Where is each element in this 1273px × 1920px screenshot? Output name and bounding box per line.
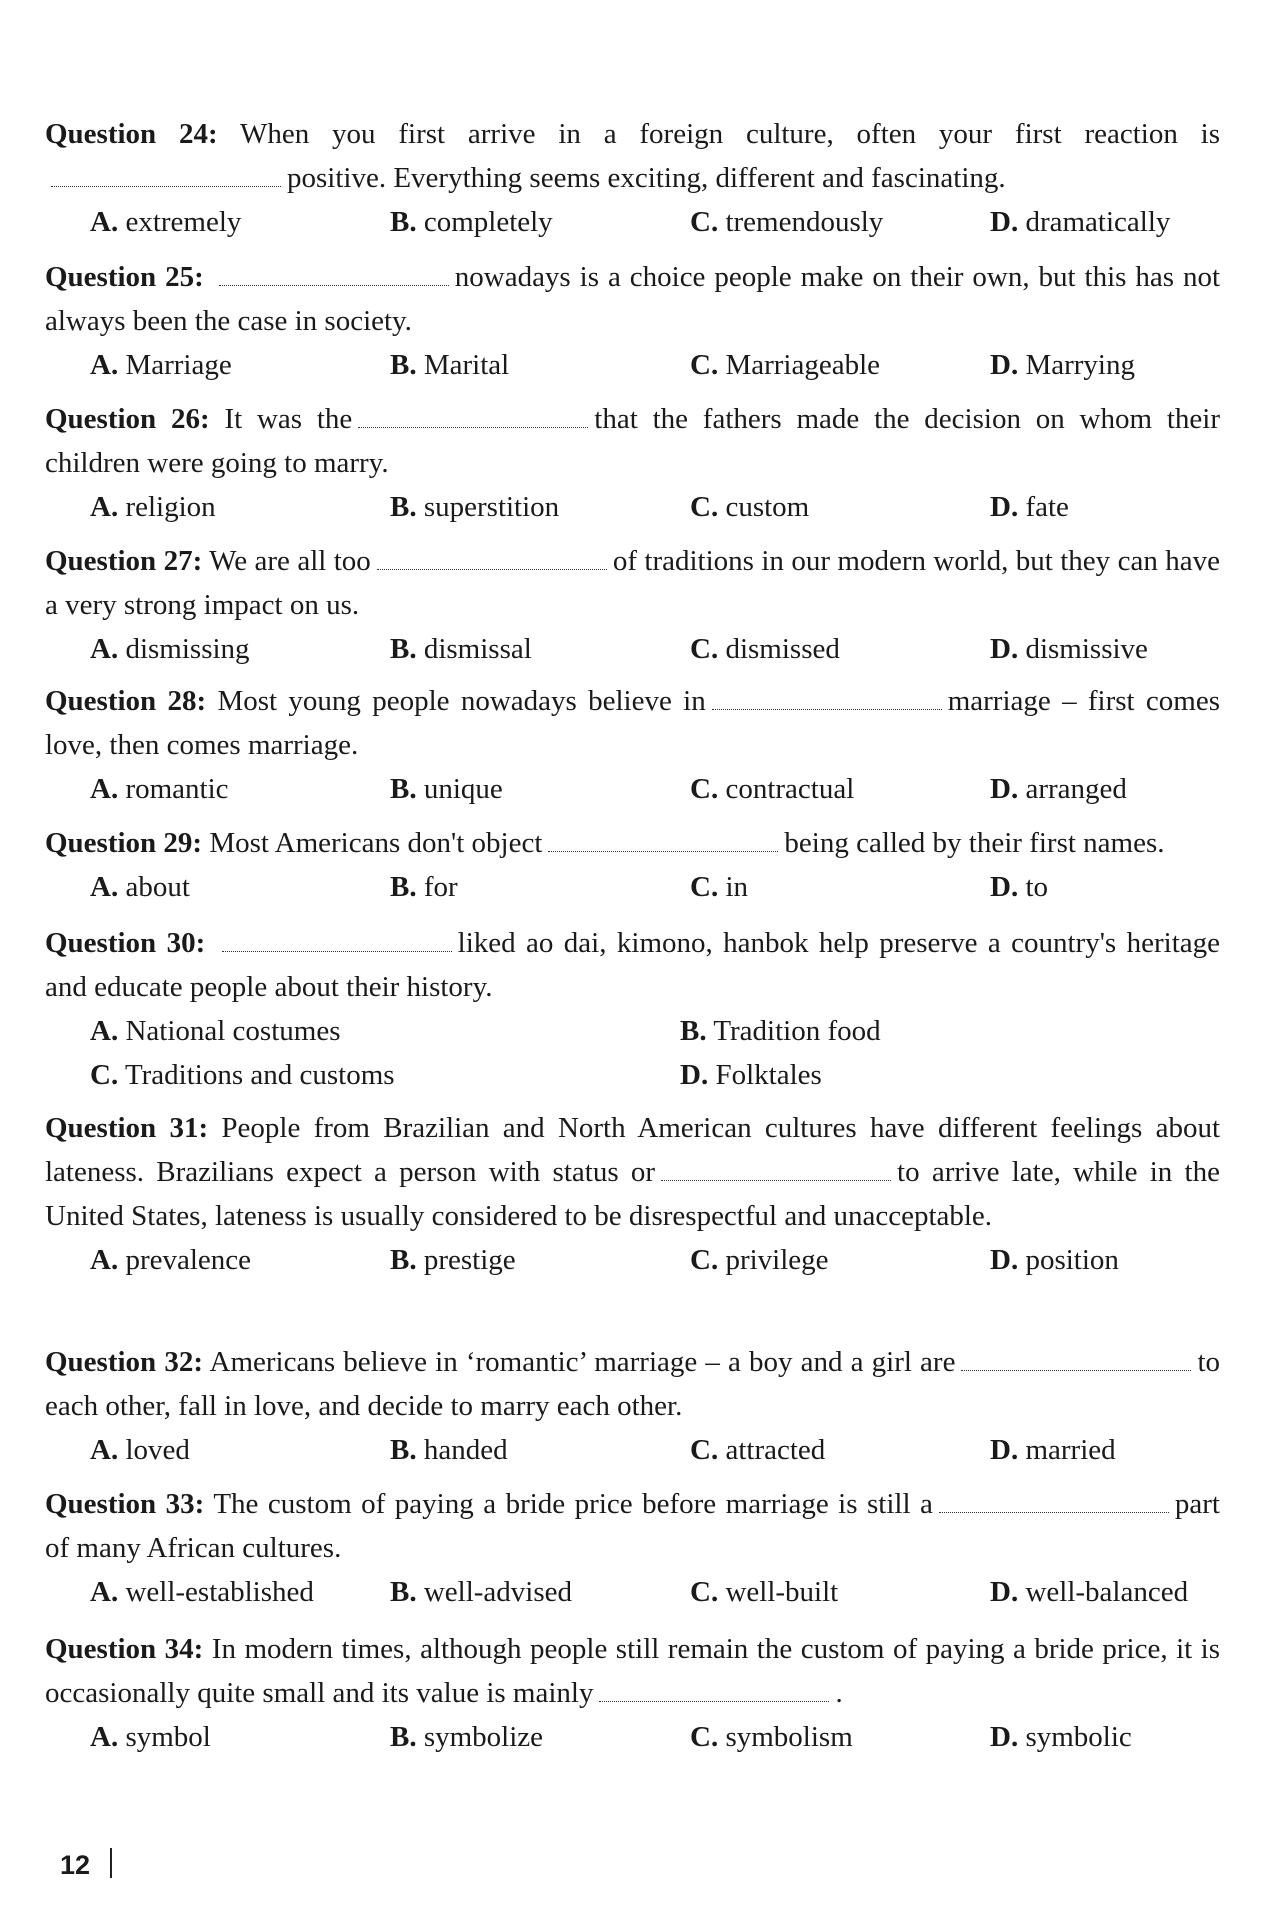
option-text: symbolism	[725, 1721, 853, 1753]
option-letter: A.	[90, 1015, 119, 1047]
question-stem	[45, 1627, 1220, 1715]
option-text: Folktales	[715, 1059, 822, 1091]
option-letter: A.	[90, 1576, 119, 1608]
option-letter: C.	[690, 1576, 719, 1608]
option-text: about	[125, 871, 190, 903]
question-29	[45, 821, 1220, 909]
option-letter: D.	[990, 1576, 1019, 1608]
question-text-after: .	[835, 1677, 843, 1709]
option-text: symbolic	[1025, 1721, 1132, 1753]
option-a[interactable]	[90, 1715, 390, 1759]
question-number: Question 28:	[45, 685, 207, 717]
option-text: married	[1025, 1434, 1116, 1466]
option-d[interactable]	[990, 343, 1265, 387]
option-text: dramatically	[1025, 206, 1171, 238]
option-letter: D.	[990, 871, 1019, 903]
question-stem	[45, 679, 1220, 767]
option-text: dismissing	[125, 633, 250, 665]
option-c[interactable]	[690, 767, 990, 811]
option-letter: B.	[390, 871, 417, 903]
option-d[interactable]	[990, 1238, 1265, 1282]
option-text: National costumes	[125, 1015, 341, 1047]
option-a[interactable]	[90, 627, 390, 671]
answer-blank[interactable]	[222, 950, 452, 952]
option-text: symbolize	[423, 1721, 544, 1753]
question-number: Question 30:	[45, 927, 206, 959]
question-text-after: that the fathers made the decision on whom their children were going to marry.	[45, 403, 1220, 479]
page-number: 12	[60, 1850, 91, 1880]
question-stem	[45, 539, 1220, 627]
question-26	[45, 397, 1220, 529]
question-number: Question 27:	[45, 545, 203, 577]
answer-options	[45, 343, 1220, 387]
answer-blank[interactable]	[51, 185, 281, 187]
option-letter: C.	[690, 871, 719, 903]
option-text: dismissed	[725, 633, 840, 665]
answer-blank[interactable]	[961, 1369, 1191, 1371]
option-letter: D.	[990, 1721, 1019, 1753]
option-letter: D.	[990, 349, 1019, 381]
option-text: Marriageable	[725, 349, 881, 381]
option-text: for	[423, 871, 458, 903]
question-text-before: It was the	[224, 403, 353, 435]
option-letter: C.	[690, 1244, 719, 1276]
question-text-before: The custom of paying a bride price before marriage is still a	[213, 1488, 933, 1520]
option-text: extremely	[125, 206, 242, 238]
question-stem	[45, 1340, 1220, 1428]
option-letter: C.	[690, 773, 719, 805]
question-stem	[45, 255, 1220, 343]
option-text: superstition	[423, 491, 560, 523]
option-text: tremendously	[725, 206, 884, 238]
option-text: dismissive	[1025, 633, 1148, 665]
option-letter: D.	[990, 633, 1019, 665]
answer-blank[interactable]	[939, 1511, 1169, 1513]
option-letter: B.	[390, 1721, 417, 1753]
question-33	[45, 1482, 1220, 1614]
option-c[interactable]	[690, 1428, 990, 1472]
page-number-divider	[110, 1848, 112, 1878]
question-text-after: part of many African cultures.	[45, 1488, 1220, 1564]
option-b[interactable]	[390, 1570, 690, 1614]
option-letter: C.	[690, 349, 719, 381]
option-d[interactable]	[990, 485, 1265, 529]
option-a[interactable]	[90, 1238, 390, 1282]
answer-blank[interactable]	[219, 284, 449, 286]
answer-options	[45, 767, 1220, 811]
answer-options	[45, 1570, 1220, 1614]
question-number: Question 24:	[45, 118, 218, 150]
option-letter: B.	[680, 1015, 707, 1047]
question-number: Question 31:	[45, 1112, 209, 1144]
option-b[interactable]	[390, 1238, 690, 1282]
question-31	[45, 1106, 1220, 1282]
option-b[interactable]	[680, 1009, 1265, 1053]
option-letter: D.	[990, 773, 1019, 805]
answer-options	[45, 1238, 1220, 1282]
option-b[interactable]	[390, 865, 690, 909]
question-28	[45, 679, 1220, 811]
option-c[interactable]	[690, 200, 990, 244]
question-text-after: nowadays is a choice people make on their own, but this has not always been the case in society.	[45, 261, 1221, 337]
answer-options	[45, 1009, 1220, 1097]
option-text: privilege	[725, 1244, 829, 1276]
option-letter: A.	[90, 349, 119, 381]
option-c[interactable]	[90, 1053, 680, 1097]
answer-options	[45, 200, 1220, 244]
option-text: prestige	[423, 1244, 516, 1276]
question-text-after: liked ao dai, kimono, hanbok help preserve a country's heritage and educate people about their history.	[45, 927, 1221, 1003]
answer-blank[interactable]	[548, 850, 778, 852]
option-text: completely	[423, 206, 553, 238]
option-text: romantic	[125, 773, 229, 805]
option-letter: C.	[690, 1721, 719, 1753]
question-text-before: In modern times, although people still remain the custom of paying a bride price, it is occasionally quite small and its value is mainly	[45, 1633, 1221, 1709]
answer-options	[45, 865, 1220, 909]
option-text: custom	[725, 491, 810, 523]
option-letter: D.	[990, 491, 1019, 523]
option-a[interactable]	[90, 1428, 390, 1472]
option-text: in	[725, 871, 749, 903]
question-24	[45, 112, 1220, 244]
answer-options	[45, 1715, 1220, 1759]
question-number: Question 29:	[45, 827, 203, 859]
option-text: contractual	[725, 773, 855, 805]
question-text-before: When you first arrive in a foreign culture, often your first reaction is	[239, 118, 1220, 150]
question-number: Question 33:	[45, 1488, 205, 1520]
question-text-after: marriage – first comes love, then comes marriage.	[45, 685, 1220, 761]
question-stem	[45, 921, 1220, 1009]
option-letter: A.	[90, 1434, 119, 1466]
option-text: well-established	[125, 1576, 314, 1608]
option-b[interactable]	[390, 767, 690, 811]
question-stem	[45, 821, 1220, 865]
option-letter: A.	[90, 206, 119, 238]
option-text: loved	[125, 1434, 190, 1466]
option-b[interactable]	[390, 200, 690, 244]
question-text-before: We are all too	[209, 545, 371, 577]
question-number: Question 32:	[45, 1346, 203, 1378]
option-text: unique	[423, 773, 503, 805]
question-text-before: Most Americans don't object	[209, 827, 543, 859]
question-text-before: Americans believe in ‘romantic’ marriage – a boy and a girl are	[209, 1346, 956, 1378]
option-letter: B.	[390, 1244, 417, 1276]
option-d[interactable]	[990, 1570, 1265, 1614]
option-text: fate	[1025, 491, 1069, 523]
option-letter: A.	[90, 633, 119, 665]
option-text: religion	[125, 491, 216, 523]
option-letter: B.	[390, 349, 417, 381]
question-text-before: Most young people nowadays believe in	[217, 685, 706, 717]
question-stem	[45, 112, 1220, 200]
option-d[interactable]	[990, 200, 1265, 244]
option-text: to	[1025, 871, 1049, 903]
option-b[interactable]	[390, 627, 690, 671]
option-letter: A.	[90, 871, 119, 903]
question-32	[45, 1340, 1220, 1472]
option-letter: C.	[690, 1434, 719, 1466]
option-text: Marital	[423, 349, 510, 381]
option-a[interactable]	[90, 865, 390, 909]
option-c[interactable]	[690, 865, 990, 909]
option-a[interactable]	[90, 200, 390, 244]
option-text: handed	[423, 1434, 508, 1466]
option-a[interactable]	[90, 1570, 390, 1614]
option-letter: A.	[90, 773, 119, 805]
option-b[interactable]	[390, 1715, 690, 1759]
question-30	[45, 921, 1220, 1097]
answer-options	[45, 1428, 1220, 1472]
option-text: well-built	[725, 1576, 839, 1608]
option-b[interactable]	[390, 1428, 690, 1472]
option-d[interactable]	[990, 865, 1265, 909]
option-c[interactable]	[690, 1238, 990, 1282]
option-text: dismissal	[423, 633, 532, 665]
option-d[interactable]	[990, 767, 1265, 811]
option-d[interactable]	[990, 1715, 1265, 1759]
option-text: attracted	[725, 1434, 826, 1466]
option-text: Tradition food	[713, 1015, 881, 1047]
option-a[interactable]	[90, 1009, 680, 1053]
question-text-after: to arrive late, while in the United States, lateness is usually considered to be disrespectful and unacceptable.	[45, 1156, 1220, 1232]
option-c[interactable]	[690, 627, 990, 671]
option-text: Traditions and customs	[124, 1059, 395, 1091]
answer-blank[interactable]	[599, 1700, 829, 1702]
option-letter: B.	[390, 491, 417, 523]
option-a[interactable]	[90, 485, 390, 529]
question-27	[45, 539, 1220, 671]
option-d[interactable]	[680, 1053, 1265, 1097]
option-c[interactable]	[690, 485, 990, 529]
option-c[interactable]	[690, 343, 990, 387]
option-c[interactable]	[690, 1570, 990, 1614]
option-letter: C.	[90, 1059, 119, 1091]
question-34	[45, 1627, 1220, 1759]
option-c[interactable]	[690, 1715, 990, 1759]
option-text: well-balanced	[1025, 1576, 1189, 1608]
option-text: prevalence	[125, 1244, 252, 1276]
option-d[interactable]	[990, 627, 1265, 671]
question-text-after: of traditions in our modern world, but they can have a very strong impact on us.	[45, 545, 1220, 621]
option-text: Marriage	[125, 349, 232, 381]
question-text-after: being called by their first names.	[784, 827, 1165, 859]
option-d[interactable]	[990, 1428, 1265, 1472]
option-letter: B.	[390, 1434, 417, 1466]
question-stem	[45, 397, 1220, 485]
question-text-before: People from Brazilian and North American cultures have different feelings about lateness. Brazilians expect a person with status or	[45, 1112, 1221, 1188]
option-letter: C.	[690, 206, 719, 238]
answer-blank[interactable]	[712, 708, 942, 710]
answer-blank[interactable]	[358, 426, 588, 428]
option-b[interactable]	[390, 485, 690, 529]
option-letter: B.	[390, 773, 417, 805]
option-text: well-advised	[423, 1576, 573, 1608]
option-text: Marrying	[1025, 349, 1135, 381]
option-a[interactable]	[90, 767, 390, 811]
question-stem	[45, 1106, 1220, 1238]
option-letter: A.	[90, 1721, 119, 1753]
option-letter: C.	[690, 633, 719, 665]
answer-blank[interactable]	[377, 568, 607, 570]
answer-blank[interactable]	[661, 1179, 891, 1181]
question-number: Question 34:	[45, 1633, 204, 1665]
answer-options	[45, 485, 1220, 529]
question-number: Question 25:	[45, 261, 204, 293]
question-stem	[45, 1482, 1220, 1570]
question-number: Question 26:	[45, 403, 210, 435]
question-text-after: to each other, fall in love, and decide to marry each other.	[45, 1346, 1221, 1422]
option-letter: B.	[390, 1576, 417, 1608]
question-25	[45, 255, 1220, 387]
option-text: arranged	[1025, 773, 1127, 805]
option-letter: A.	[90, 1244, 119, 1276]
option-letter: B.	[390, 206, 417, 238]
option-letter: D.	[990, 206, 1019, 238]
option-b[interactable]	[390, 343, 690, 387]
question-text-after: positive. Everything seems exciting, different and fascinating.	[287, 162, 1006, 194]
option-letter: D.	[990, 1434, 1019, 1466]
option-letter: A.	[90, 491, 119, 523]
option-text: position	[1025, 1244, 1119, 1276]
option-a[interactable]	[90, 343, 390, 387]
answer-options	[45, 627, 1220, 671]
option-letter: D.	[990, 1244, 1019, 1276]
option-letter: D.	[680, 1059, 709, 1091]
option-letter: C.	[690, 491, 719, 523]
option-text: symbol	[125, 1721, 211, 1753]
option-letter: B.	[390, 633, 417, 665]
